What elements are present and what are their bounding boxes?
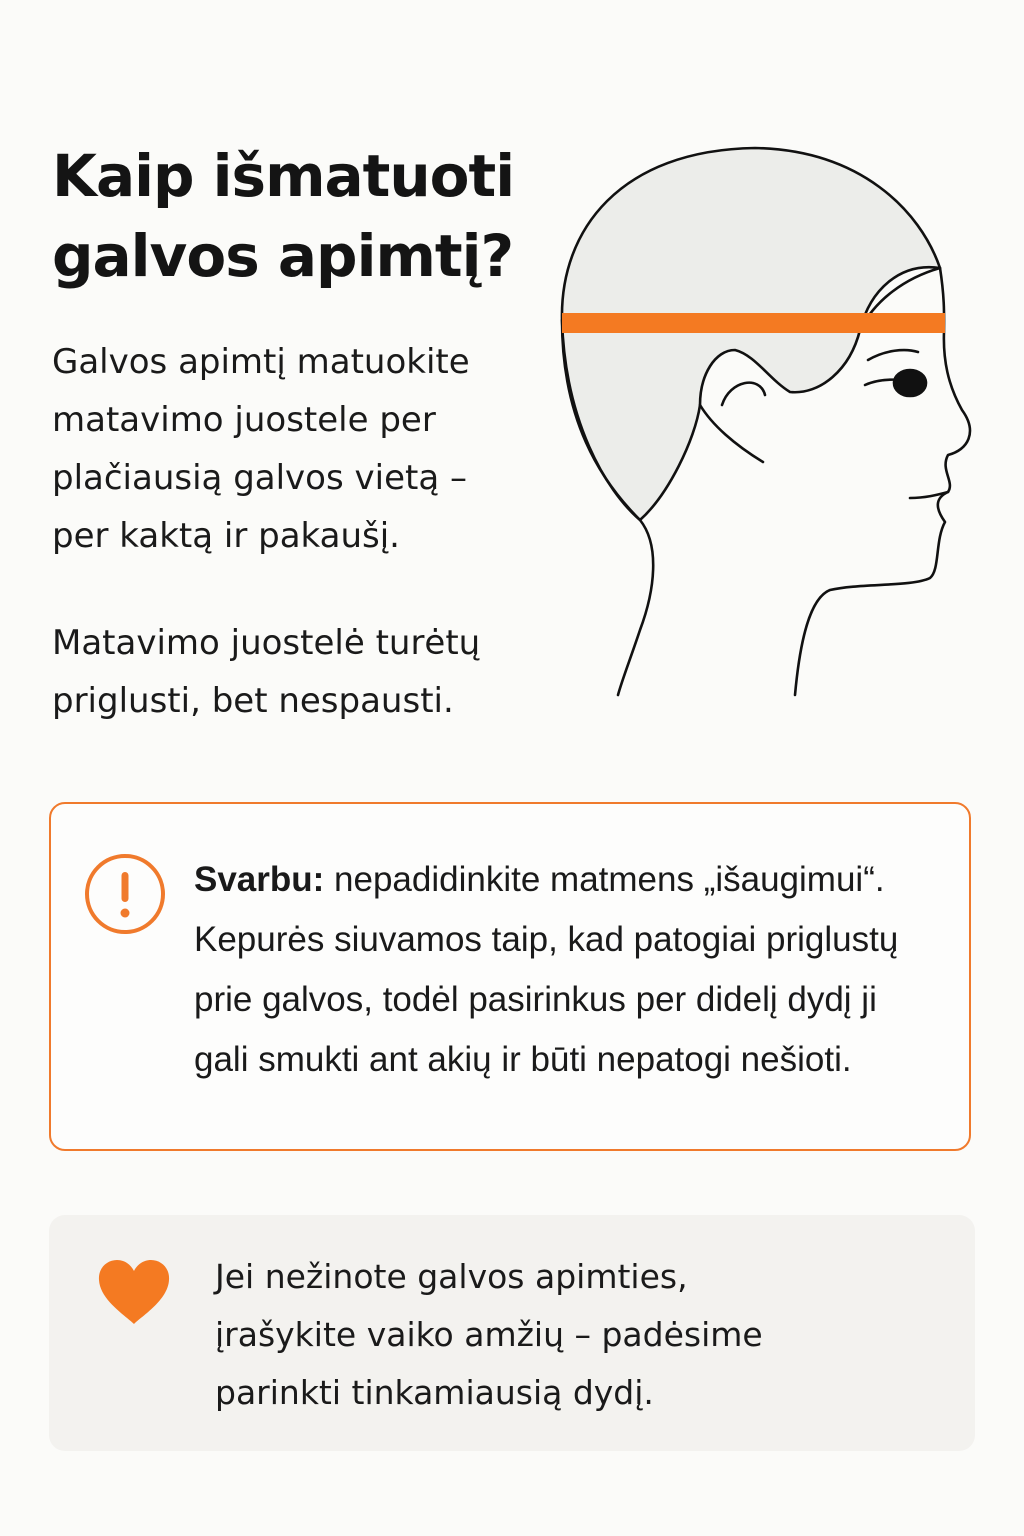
warning-first-line: nepadidinkite matmens „išaugimui“.: [324, 860, 885, 899]
page-title: [52, 136, 572, 296]
warning-label: Svarbu:: [194, 860, 325, 899]
instruction-line: per kaktą ir pakaušį.: [52, 516, 400, 556]
heart-icon: [96, 1258, 172, 1328]
eyebrow: [868, 350, 918, 360]
fit-note-line: priglusti, bet nespausti.: [52, 681, 454, 721]
info-line: įrašykite vaiko amžių – padėsime: [215, 1315, 763, 1354]
info-line: parinkti tinkamiausią dydį.: [215, 1373, 654, 1412]
info-line: Jei nežinote galvos apimties,: [215, 1257, 688, 1296]
warning-line: gali smukti ant akių ir būti nepatogi nešioti.: [194, 1040, 852, 1079]
ear-outline: [700, 405, 763, 462]
ear-inner: [722, 383, 765, 405]
info-message: [215, 1248, 935, 1422]
warning-line: [194, 850, 954, 910]
head-profile-icon: [562, 148, 970, 695]
instruction-line: Galvos apimtį matuokite: [52, 342, 470, 382]
measurement-instructions: [52, 333, 522, 565]
fit-note: [52, 614, 522, 730]
instruction-line: matavimo juostele per: [52, 400, 436, 440]
head-profile-illustration: [540, 130, 1000, 710]
warning-line: prie galvos, todėl pasirinkus per didelį dydį ji: [194, 980, 877, 1019]
head-cap-area: [562, 148, 940, 520]
exclamation-circle-icon: [84, 853, 168, 937]
warning-message: [194, 850, 954, 1090]
page-title-line: galvos apimtį?: [52, 222, 514, 290]
eye-pupil: [894, 370, 926, 396]
page-title-line: Kaip išmatuoti: [52, 142, 515, 210]
warning-line: Kepurės siuvamos taip, kad patogiai priglustų: [194, 920, 899, 959]
fit-note-line: Matavimo juostelė turėtų: [52, 623, 481, 663]
instruction-line: plačiausią galvos vietą –: [52, 458, 467, 498]
measuring-tape-band: [562, 313, 945, 333]
